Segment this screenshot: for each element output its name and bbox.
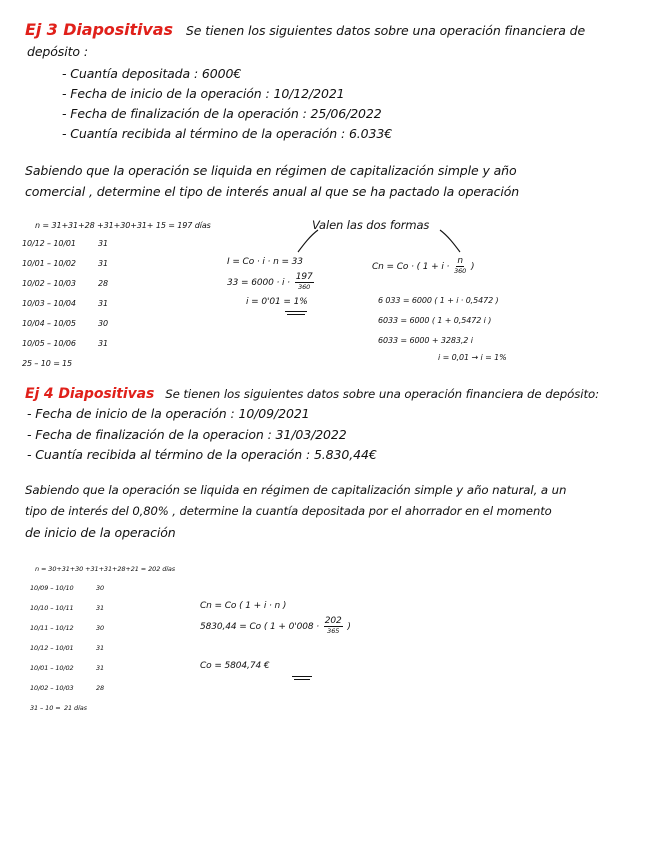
ex4-question-line3: de inicio de la operación [25, 525, 176, 540]
ex4-days-range-5: 10/01 – 10/02 [30, 664, 74, 672]
ex4-days-range-6: 10/02 – 10/03 [30, 684, 74, 692]
ex4-days-sum: n = 30+31+30 +31+31+28+21 = 202 días [35, 565, 176, 573]
ex3-method2-fraction-num: n [457, 256, 463, 266]
ex4-solution-line3: Co = 5804,74 € [200, 661, 270, 671]
ex3-method2-line2: 6 033 = 6000 ( 1 + i · 0,5472 ) [378, 296, 499, 305]
ex3-days-range-6: 10/05 – 10/06 [22, 339, 76, 348]
ex4-result-underline [292, 676, 312, 677]
ex3-days-range-7: 25 – 10 = [22, 359, 60, 368]
ex4-days-range-7: 31 – 10 = [30, 704, 61, 712]
ex3-question-line2: comercial , determine el tipo de interés anual al que se ha pactado la operación [25, 184, 520, 199]
ex3-intro-line2: depósito : [27, 44, 88, 59]
ex3-days-range-5: 10/04 – 10/05 [22, 319, 76, 328]
ex3-method1-line3: i = 0'01 = 1% [246, 297, 308, 307]
ex4-question-line1: Sabiendo que la operación se liquida en régimen de capitalización simple y año natural, a un [25, 483, 567, 497]
ex4-result-underline-2 [294, 679, 310, 680]
ex4-solution-fraction [324, 617, 343, 636]
ex3-method1-line2 [227, 273, 316, 292]
ex3-bullet-1: - Cuantía depositada : 6000€ [62, 66, 242, 81]
ex4-header [25, 383, 599, 402]
ex3-method2-line5: i = 0,01 → i = 1% [438, 353, 507, 362]
ex4-bullet-1: - Fecha de inicio de la operación : 10/09/2021 [27, 406, 310, 421]
ex4-days-value-5: 31 [96, 664, 105, 672]
ex4-days-value-4: 31 [96, 644, 105, 652]
ex4-solution-line1: Cn = Co ( 1 + i · n ) [200, 601, 287, 611]
ex3-method2-fraction [454, 257, 466, 276]
ex3-days-range-2: 10/01 – 10/02 [22, 259, 76, 268]
ex3-method1-line1: I = Co · i · n = 33 [227, 257, 303, 267]
ex3-days-range-1: 10/12 – 10/01 [22, 239, 76, 248]
ex3-method2-line4: 6033 = 6000 + 3283,2 i [378, 336, 473, 345]
ex4-days-range-2: 10/10 – 10/11 [30, 604, 74, 612]
ex4-days-range-4: 10/12 – 10/01 [30, 644, 74, 652]
ex3-intro-line1: Se tienen los siguientes datos sobre una operación financiera de [185, 23, 586, 38]
ex3-header [25, 20, 585, 39]
ex3-days-value-4: 31 [98, 299, 108, 308]
ex3-method2-line3: 6033 = 6000 ( 1 + 0,5472 i ) [378, 316, 492, 325]
ex3-days-value-6: 31 [98, 339, 108, 348]
ex3-days-range-3: 10/02 – 10/03 [22, 279, 76, 288]
ex4-days-value-7: 21 días [64, 704, 87, 712]
ex4-title: Ej 4 Diapositivas [25, 386, 155, 402]
ex3-days-range-4: 10/03 – 10/04 [22, 299, 76, 308]
ex3-method1-line2-prefix: 33 = 6000 · i · [227, 278, 290, 288]
ex3-days-sum: n = 31+31+28 +31+30+31+ 15 = 197 días [35, 221, 211, 230]
ex4-days-range-1: 10/09 – 10/10 [30, 584, 74, 592]
ex4-days-value-6: 28 [96, 684, 105, 692]
ex3-method1-fraction [295, 273, 314, 292]
ex3-method2-fraction-den: 360 [454, 267, 467, 275]
ex3-days-value-3: 28 [98, 279, 108, 288]
ex4-bullet-3: - Cuantía recibida al término de la operación : 5.830,44€ [27, 447, 377, 462]
ex3-days-value-5: 30 [98, 319, 108, 328]
ex4-solution-fraction-den: 365 [327, 627, 340, 635]
ex3-bullet-3: - Fecha de finalización de la operación : 25/06/2022 [62, 106, 382, 121]
ex3-question-line1: Sabiendo que la operación se liquida en régimen de capitalización simple y año [25, 163, 517, 178]
ex3-method2-line1-prefix: Cn = Co · ( 1 + i · [372, 262, 450, 272]
ex4-solution-line2-suffix: ) [347, 622, 351, 632]
ex3-note-arrows-icon [290, 226, 470, 256]
ex3-title: Ej 3 Diapositivas [25, 20, 173, 39]
ex3-days-value-7: 15 [62, 359, 72, 368]
ex4-days-range-3: 10/11 – 10/12 [30, 624, 74, 632]
ex4-solution-line2 [200, 617, 351, 636]
ex3-result-underline-2 [287, 314, 305, 315]
ex4-days-value-1: 30 [96, 584, 105, 592]
ex3-note: Valen las dos formas [312, 218, 430, 232]
ex3-result-underline [285, 311, 307, 312]
ex3-days-value-2: 31 [98, 259, 108, 268]
ex3-method2-line1 [372, 257, 474, 276]
ex3-method1-fraction-num: 197 [295, 272, 313, 282]
ex4-bullet-2: - Fecha de finalización de la operacion : 31/03/2022 [27, 427, 347, 442]
ex4-question-line2: tipo de interés del 0,80% , determine la cuantía depositada por el ahorrador en el momento [25, 504, 552, 518]
ex3-bullet-2: - Fecha de inicio de la operación : 10/12/2021 [62, 86, 345, 101]
ex3-method2-line1-suffix: ) [470, 262, 475, 272]
ex4-solution-line2-prefix: 5830,44 = Co ( 1 + 0'008 · [200, 622, 319, 632]
ex3-days-value-1: 31 [98, 239, 108, 248]
ex4-days-value-3: 30 [96, 624, 105, 632]
ex4-days-value-2: 31 [96, 604, 105, 612]
ex3-method1-fraction-den: 360 [298, 283, 311, 291]
ex4-intro-line1: Se tienen los siguientes datos sobre una operación financiera de depósito: [165, 387, 599, 401]
ex4-solution-fraction-num: 202 [324, 616, 342, 626]
ex3-bullet-4: - Cuantía recibida al término de la operación : 6.033€ [62, 126, 393, 141]
